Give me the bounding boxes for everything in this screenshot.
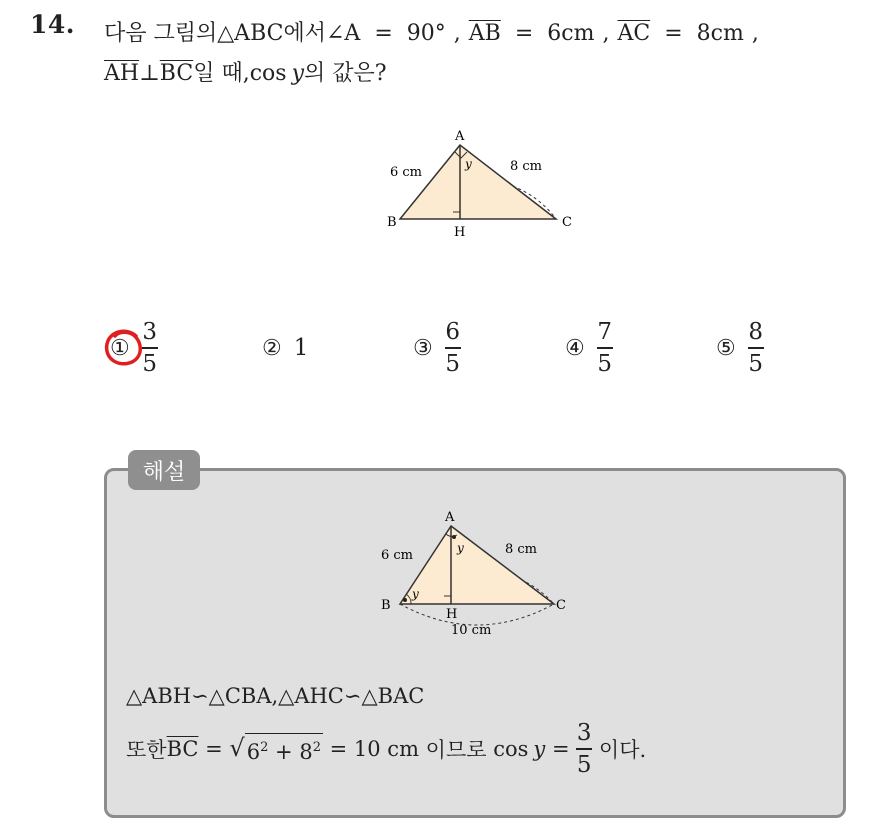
cos-function: cos — [493, 736, 529, 761]
fraction-bar — [597, 347, 613, 349]
triangle-abc-shape — [400, 145, 556, 219]
question-text-line-2 — [104, 56, 387, 87]
label-ac-length: 8 cm — [510, 159, 543, 174]
equals-sign: = — [374, 21, 393, 46]
answer-choices — [0, 316, 884, 380]
base-6: 6 — [246, 739, 261, 764]
fraction-denominator: 5 — [445, 350, 461, 377]
solution-text: 또한 — [126, 737, 167, 762]
exponent: 2 — [260, 739, 269, 755]
choice-number: ① — [110, 335, 130, 361]
choice-5[interactable] — [716, 316, 764, 380]
fraction-bar — [445, 347, 461, 349]
triangle-cba: △CBA, — [208, 684, 279, 708]
plus-8: + 8 — [268, 739, 313, 764]
triangle-bac: △BAC — [361, 684, 425, 708]
triangle-abc: △ABC — [217, 21, 284, 46]
bc-length-brace — [400, 604, 554, 625]
segment-ac: $\overline{AC}$ — [617, 21, 651, 46]
fraction-bar — [576, 748, 592, 750]
fraction-numerator: 3 — [576, 720, 592, 746]
label-a: A — [455, 129, 465, 144]
equals-sign: = — [514, 21, 534, 46]
result-fraction — [576, 720, 592, 778]
variable-y: y — [291, 61, 304, 86]
choice-fraction — [597, 319, 613, 377]
equals-sign: = — [198, 736, 230, 761]
fraction-bar — [748, 347, 764, 349]
comma: , — [751, 21, 759, 46]
variable-y: y — [533, 736, 546, 761]
label-ab-length: 6 cm — [381, 548, 414, 563]
label-c: C — [562, 215, 572, 230]
radical-sign: √ — [229, 733, 245, 762]
equals-sign: = — [545, 736, 577, 761]
question-text: 다음 그림의 — [104, 21, 218, 46]
solution-text: 이므로 — [419, 737, 494, 762]
choice-4[interactable] — [565, 316, 613, 380]
question-text-line-1 — [104, 16, 759, 47]
triangle-figure — [375, 124, 585, 239]
comma: , — [453, 21, 461, 46]
exponent: 2 — [312, 739, 321, 755]
length-ac: 8cm — [696, 21, 744, 46]
label-h: H — [446, 607, 458, 622]
square-root — [229, 733, 323, 765]
label-ab-length: 6 cm — [390, 165, 423, 180]
label-angle-y: y — [465, 157, 472, 171]
solution-tab: 해설 — [128, 450, 200, 490]
question-text: 일 때, — [193, 61, 250, 86]
choice-3[interactable] — [413, 316, 461, 380]
fraction-denominator: 5 — [748, 350, 764, 377]
question-number: 14. — [30, 10, 75, 39]
solution-similarity-line — [126, 684, 424, 708]
fraction-numerator: 8 — [748, 319, 764, 346]
solution-triangle-figure — [368, 506, 578, 641]
choice-number: ③ — [413, 335, 433, 361]
triangle-abh: △ABH — [126, 684, 192, 708]
choice-number: ⑤ — [716, 335, 736, 361]
length-ab: 6cm — [547, 21, 595, 46]
angle-a-dot — [452, 535, 456, 539]
cos-function: cos — [249, 61, 287, 86]
fraction-numerator: 7 — [597, 319, 613, 346]
radicand — [245, 733, 323, 765]
choice-2[interactable] — [262, 316, 308, 380]
bc-result: = 10 cm — [322, 736, 419, 761]
segment-ah: $\overline{AH}$ — [104, 61, 140, 86]
label-ac-length: 8 cm — [505, 542, 538, 557]
angle-value: 90° — [406, 21, 446, 46]
label-a: A — [445, 510, 455, 525]
question-text: 에서 — [283, 21, 326, 46]
similar-symbol: ∽ — [343, 684, 362, 708]
fraction-numerator: 3 — [142, 319, 158, 346]
fraction-numerator: 6 — [445, 319, 461, 346]
equals-sign: = — [664, 21, 683, 46]
choice-fraction — [445, 319, 461, 377]
segment-ab: $\overline{AB}$ — [468, 21, 501, 46]
similar-symbol: ∽ — [191, 684, 209, 708]
label-b: B — [381, 598, 391, 613]
segment-bc: $\overline{BC}$ — [159, 61, 194, 86]
choice-1[interactable] — [110, 316, 158, 380]
choice-fraction — [748, 319, 764, 377]
solution-calculation-line — [126, 720, 646, 778]
triangle-abc-shape — [400, 526, 554, 604]
angle-a: ∠A — [326, 21, 361, 46]
segment-bc: $\overline{BC}$ — [166, 736, 199, 761]
label-angle-y-a: y — [457, 541, 464, 555]
solution-text: 이다. — [592, 737, 647, 762]
answer-circle-mark-icon — [102, 326, 146, 370]
label-b: B — [387, 215, 397, 230]
perpendicular-symbol: ⊥ — [139, 61, 160, 86]
label-bc-length: 10 cm — [451, 623, 492, 638]
comma: , — [602, 21, 610, 46]
triangle-ahc: △AHC — [278, 684, 344, 708]
choice-number: ④ — [565, 335, 585, 361]
choice-value: 1 — [293, 335, 309, 361]
angle-b-dot — [403, 598, 407, 602]
fraction-denominator: 5 — [597, 350, 613, 377]
label-c: C — [556, 598, 566, 613]
choice-number: ② — [262, 335, 282, 361]
fraction-denominator: 5 — [576, 751, 592, 778]
fraction-denominator: 5 — [142, 350, 158, 377]
label-h: H — [454, 225, 466, 239]
label-angle-y-b: y — [412, 587, 419, 601]
question-text: 의 값은? — [304, 61, 387, 86]
